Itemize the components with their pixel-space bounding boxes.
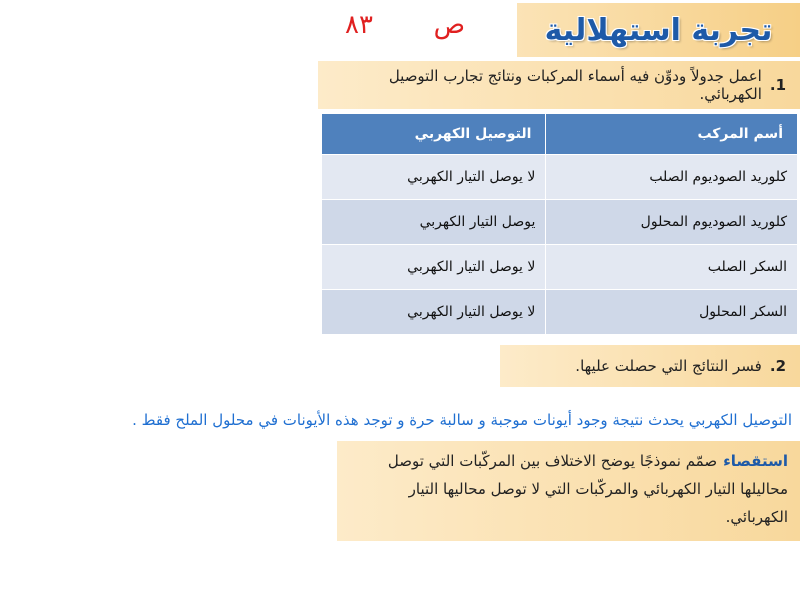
page-number: ٨٣ (345, 10, 373, 40)
question-2-text: فسر النتائج التي حصلت عليها. (575, 357, 762, 375)
inquiry-label: استقصاء (723, 452, 788, 470)
table-row (322, 245, 798, 290)
conductivity-cell: لا يوصل التيار الكهربي (322, 245, 546, 290)
compound-cell: كلوريد الصوديوم المحلول (546, 200, 798, 245)
answer-text: التوصيل الكهربي يحدث نتيجة وجود أيونات موجبة و سالبة حرة و توجد هذه الأيونات في محلول الملح فقط . (132, 411, 792, 429)
experiment-title-banner (517, 3, 800, 57)
compound-cell: السكر الصلب (546, 245, 798, 290)
results-table (321, 113, 798, 335)
compound-cell: كلوريد الصوديوم الصلب (546, 155, 798, 200)
inquiry-text: صمّم نموذجًا يوضح الاختلاف بين المركّبات التي توصل محاليلها التيار الكهربائي والمركّبات التي لا توصل محاليها التيار الكهربائي. (387, 452, 788, 526)
question-1 (318, 61, 800, 109)
table-row (322, 200, 798, 245)
compound-cell: السكر المحلول (546, 290, 798, 335)
question-2-number: 2. (769, 357, 786, 375)
conductivity-cell: لا يوصل التيار الكهربي (322, 155, 546, 200)
question-2 (500, 345, 800, 387)
experiment-title: تجربة استهلالية (544, 12, 773, 48)
inquiry-box (337, 441, 800, 541)
header-compound-name: أسم المركب (546, 114, 798, 155)
page-reference (345, 8, 465, 42)
conductivity-cell: لا يوصل التيار الكهربي (322, 290, 546, 335)
table-header-row (322, 114, 798, 155)
question-1-number: 1. (769, 76, 786, 94)
header-conductivity: التوصيل الكهربي (322, 114, 546, 155)
table-row (322, 290, 798, 335)
question-1-text: اعمل جدولاً ودوِّن فيه أسماء المركبات ونتائج تجارب التوصيل الكهربائي. (388, 67, 762, 103)
conductivity-cell: يوصل التيار الكهربي (322, 200, 546, 245)
page-label: ص (433, 10, 465, 40)
table-row (322, 155, 798, 200)
